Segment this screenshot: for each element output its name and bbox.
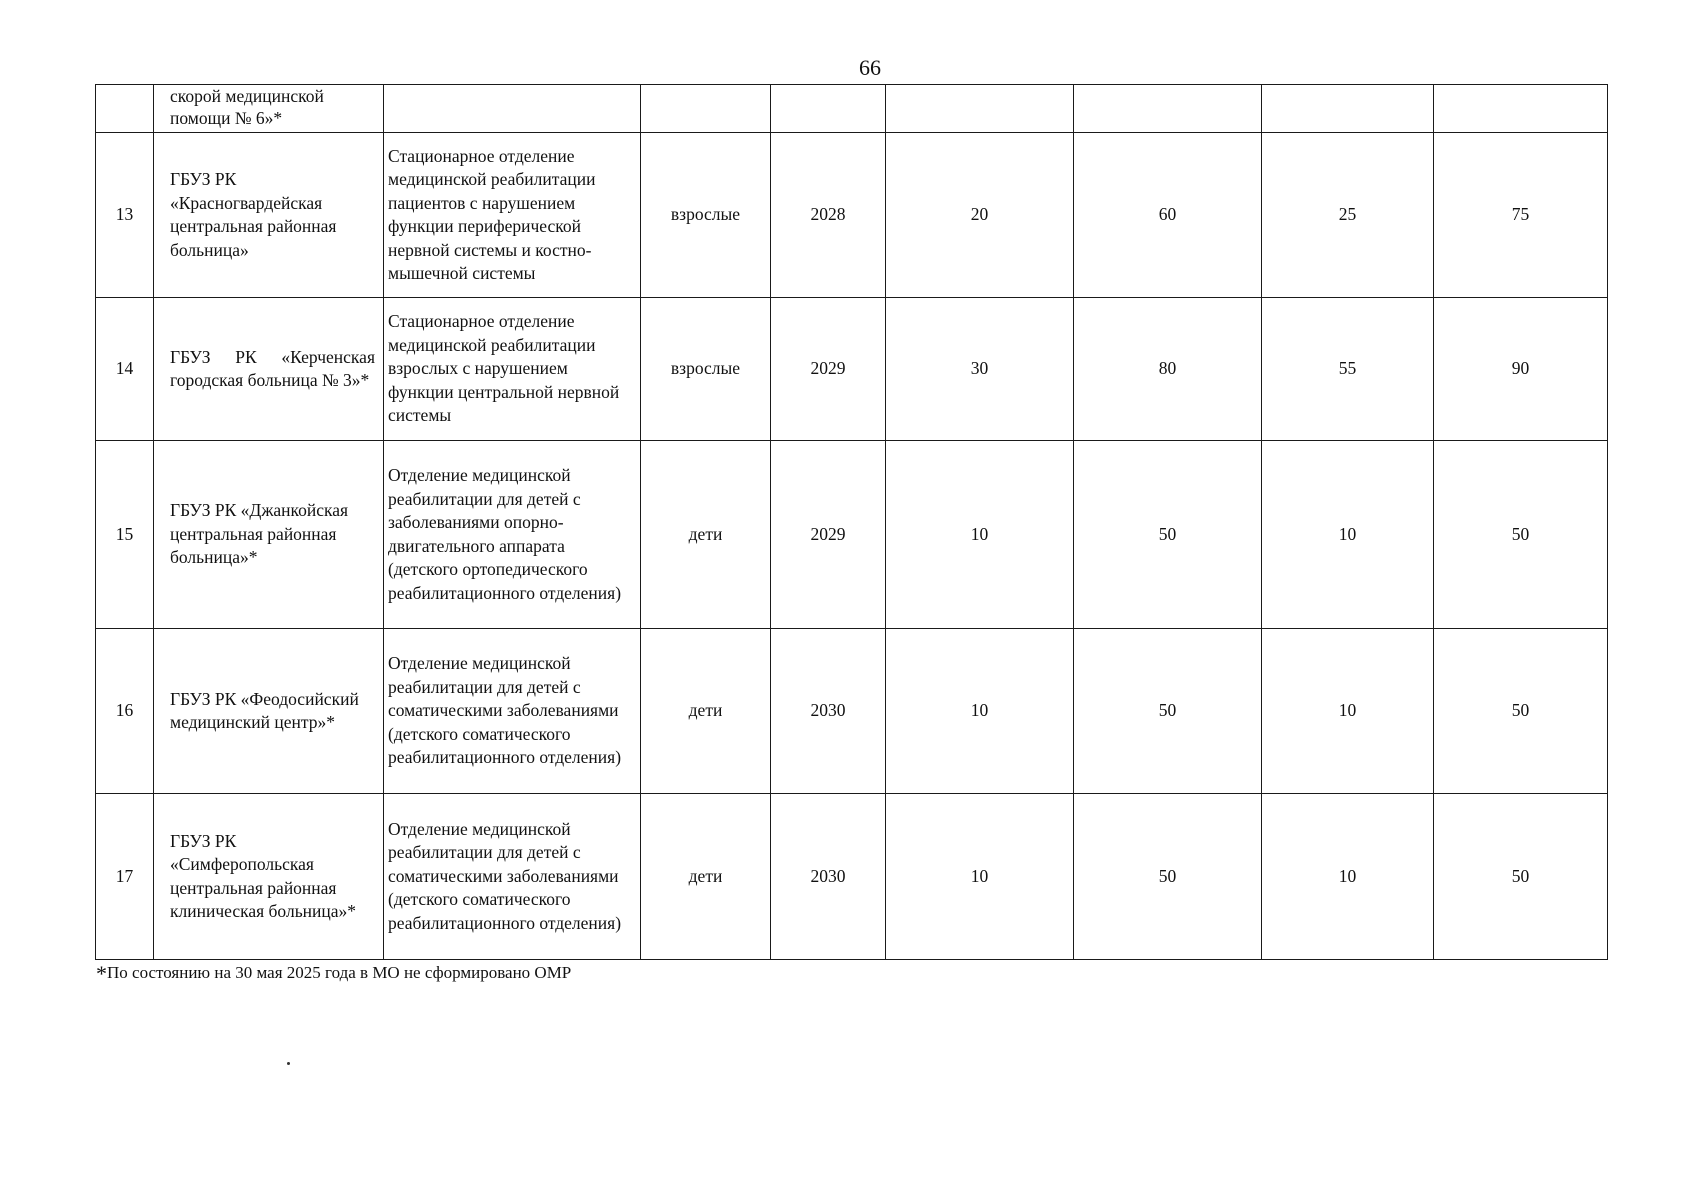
table-row <box>96 629 1608 794</box>
age-group-cell: дети <box>641 629 771 794</box>
footnote <box>96 962 571 985</box>
table-row <box>96 298 1608 441</box>
year-cell: 2028 <box>771 133 886 298</box>
year-cell: 2029 <box>771 441 886 629</box>
value-cell-3: 10 <box>1262 794 1434 960</box>
value-cell-2: 50 <box>1074 441 1262 629</box>
value-cell-4: 50 <box>1434 629 1608 794</box>
value-cell-3: 10 <box>1262 629 1434 794</box>
value-cell-1 <box>886 85 1074 133</box>
organization-cell: ГБУЗ РК «Симферопольская центральная районная клиническая больница»* <box>154 794 384 960</box>
unit-cell: Отделение медицинской реабилитации для детей с заболеваниями опорно-двигательного аппарата (детского ортопедического реабилитационного отделения) <box>384 441 641 629</box>
footnote-marker: * <box>96 961 107 986</box>
value-cell-4: 90 <box>1434 298 1608 441</box>
age-group-cell <box>641 85 771 133</box>
year-cell <box>771 85 886 133</box>
unit-cell: Отделение медицинской реабилитации для детей с соматическими заболеваниями (детского соматического реабилитационного отделения) <box>384 629 641 794</box>
year-cell: 2030 <box>771 794 886 960</box>
value-cell-1: 10 <box>886 794 1074 960</box>
row-number-cell: 13 <box>96 133 154 298</box>
value-cell-3: 55 <box>1262 298 1434 441</box>
unit-cell: Стационарное отделение медицинской реабилитации пациентов с нарушением функции периферической нервной системы и костно-мышечной системы <box>384 133 641 298</box>
page-number: 66 <box>859 55 881 80</box>
row-number-cell: 17 <box>96 794 154 960</box>
rehabilitation-units-table <box>95 84 1608 960</box>
value-cell-4: 75 <box>1434 133 1608 298</box>
footnote-text: По состоянию на 30 мая 2025 года в МО не сформировано ОМР <box>107 963 572 982</box>
age-group-cell: взрослые <box>641 298 771 441</box>
value-cell-1: 10 <box>886 441 1074 629</box>
value-cell-2 <box>1074 85 1262 133</box>
organization-cell: ГБУЗ РК «Красногвардейская центральная районная больница» <box>154 133 384 298</box>
value-cell-1: 30 <box>886 298 1074 441</box>
value-cell-2: 60 <box>1074 133 1262 298</box>
value-cell-1: 10 <box>886 629 1074 794</box>
row-number-cell: 16 <box>96 629 154 794</box>
unit-cell <box>384 85 641 133</box>
value-cell-2: 80 <box>1074 298 1262 441</box>
value-cell-2: 50 <box>1074 629 1262 794</box>
value-cell-1: 20 <box>886 133 1074 298</box>
row-number-cell: 15 <box>96 441 154 629</box>
table-row <box>96 441 1608 629</box>
table-row <box>96 794 1608 960</box>
scan-speck <box>287 1062 290 1065</box>
value-cell-4: 50 <box>1434 441 1608 629</box>
year-cell: 2029 <box>771 298 886 441</box>
age-group-cell: дети <box>641 441 771 629</box>
organization-cell: ГБУЗ РК «Феодосийский медицинский центр»* <box>154 629 384 794</box>
value-cell-3: 25 <box>1262 133 1434 298</box>
organization-cell: ГБУЗ РК «Керченская городская больница № 3»* <box>154 298 384 441</box>
age-group-cell: взрослые <box>641 133 771 298</box>
unit-cell: Отделение медицинской реабилитации для детей с соматическими заболеваниями (детского соматического реабилитационного отделения) <box>384 794 641 960</box>
row-number-cell <box>96 85 154 133</box>
row-number-cell: 14 <box>96 298 154 441</box>
year-cell: 2030 <box>771 629 886 794</box>
value-cell-3: 10 <box>1262 441 1434 629</box>
value-cell-3 <box>1262 85 1434 133</box>
value-cell-2: 50 <box>1074 794 1262 960</box>
table-row <box>96 133 1608 298</box>
table-row <box>96 85 1608 133</box>
value-cell-4 <box>1434 85 1608 133</box>
value-cell-4: 50 <box>1434 794 1608 960</box>
age-group-cell: дети <box>641 794 771 960</box>
organization-cell: скорой медицинской помощи № 6»* <box>154 85 384 133</box>
unit-cell: Стационарное отделение медицинской реабилитации взрослых с нарушением функции центральной нервной системы <box>384 298 641 441</box>
organization-cell: ГБУЗ РК «Джанкойская центральная районная больница»* <box>154 441 384 629</box>
